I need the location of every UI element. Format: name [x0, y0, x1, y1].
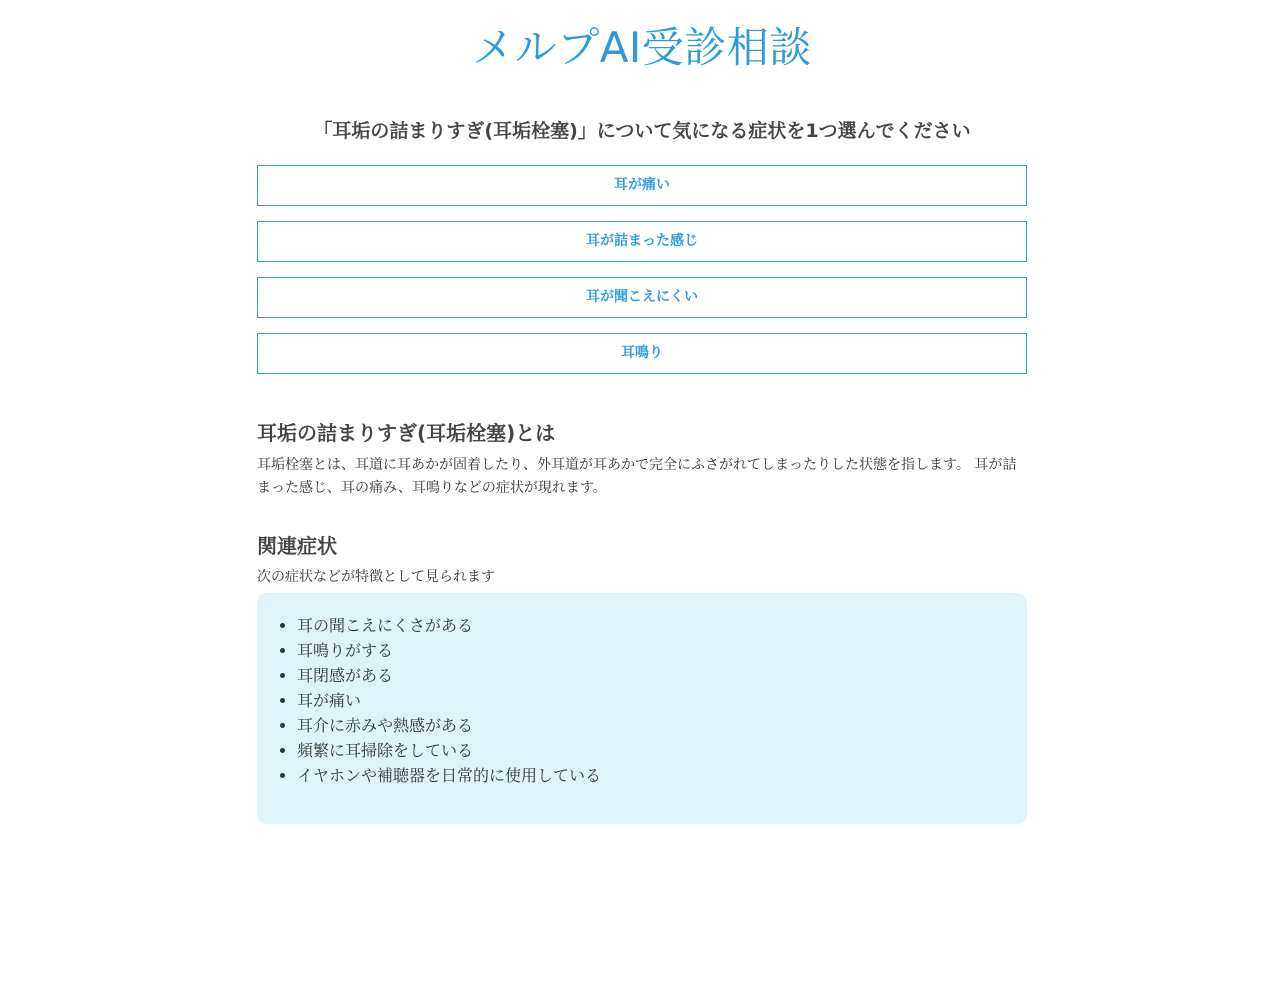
list-item: • 耳介に赤みや熱感がある	[297, 713, 1027, 738]
choice-button-hearing-difficulty[interactable]: 耳が聞こえにくい	[257, 277, 1027, 318]
main-content	[257, 118, 1027, 824]
choice-button-ear-fullness[interactable]: 耳が詰まった感じ	[257, 221, 1027, 262]
related-symptoms-box	[257, 593, 1027, 824]
list-item: • 耳が痛い	[297, 688, 1027, 713]
related-symptoms-heading: 関連症状	[257, 534, 337, 558]
list-item: • 頻繁に耳掃除をしている	[297, 738, 1027, 763]
choice-button-ear-pain[interactable]: 耳が痛い	[257, 165, 1027, 206]
list-item: • イヤホンや補聴器を日常的に使用している	[297, 763, 1027, 788]
choice-button-tinnitus[interactable]: 耳鳴り	[257, 333, 1027, 374]
question-text: 「耳垢の詰まりすぎ(耳垢栓塞)」について気になる症状を1つ選んでください	[313, 120, 971, 142]
site-title: メルプAI受診相談	[472, 23, 812, 72]
list-item: • 耳鳴りがする	[297, 638, 1027, 663]
related-symptoms-intro: 次の症状などが特徴として見られます	[257, 569, 495, 585]
symptom-choice-list	[257, 165, 1027, 374]
related-symptoms-list	[257, 613, 1027, 788]
about-description: 耳垢栓塞とは、耳道に耳あかが固着したり、外耳道が耳あかで完全にふさがれてしまったりした状態を指します。 耳が詰まった感じ、耳の痛み、耳鳴りなどの症状が現れます。	[257, 457, 1017, 496]
about-heading: 耳垢の詰まりすぎ(耳垢栓塞)とは	[257, 421, 556, 445]
list-item: • 耳閉感がある	[297, 663, 1027, 688]
list-item: • 耳の聞こえにくさがある	[297, 613, 1027, 638]
